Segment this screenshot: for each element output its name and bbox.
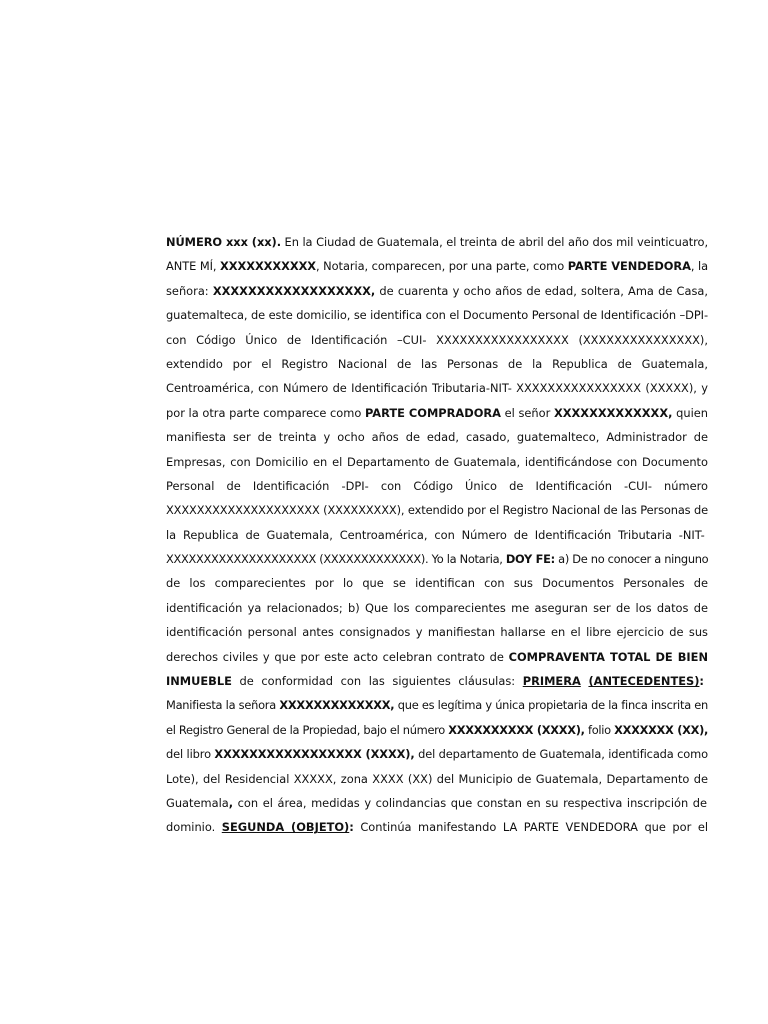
text-line [166,230,708,254]
text-line [166,767,708,791]
text-segment: XXXXXXXXXXXXXXXXXXXX (XXXXXXXXX), extendido por el Registro Nacional de las Personas de [166,503,708,518]
text-segment: manifiesta ser de treinta y ocho años de edad, casado, guatemalteco, Administrador de [166,430,708,445]
text-segment: que es legítima y única propietaria de la finca inscrita en [394,698,708,713]
text-segment: XXXXXXXXXXXXXXXXXXXX (XXXXXXXXXXXXX). Yo la Notaria, [166,552,506,567]
text-line [166,693,708,717]
text-segment: de los comparecientes por lo que se identifican con sus Documentos Personales de [166,576,708,591]
text-line [166,669,708,693]
bold-text: SEGUNDA (OBJETO) [221,820,350,835]
text-segment: de conformidad con las siguientes cláusulas: [231,674,523,689]
text-segment: el Registro General de la Propiedad, bajo el número [166,722,449,737]
text-segment: Centroamérica, con Número de Identificación Tributaria-NIT- XXXXXXXXXXXXXXXX (XXXXX), y [166,381,708,396]
bold-text: : [349,820,354,835]
bold-text: PARTE VENDEDORA [567,259,691,274]
text-line [166,571,708,595]
bold-text: INMUEBLE [166,674,232,689]
bold-text: (ANTECEDENTES) [588,674,700,689]
text-line [166,474,708,498]
bold-text: COMPRAVENTA TOTAL DE BIEN [508,649,708,664]
text-line [166,425,708,449]
text-segment: En la Ciudad de Guatemala, el treinta de abril del año dos mil veinticuatro, [280,235,708,249]
text-line [166,547,708,571]
text-segment: dominio. [166,820,222,835]
text-segment: quien [672,405,708,420]
text-line [166,254,708,278]
bold-text: XXXXXXXXXXXXX, [279,698,395,713]
text-line [166,328,708,352]
bold-text: NÚMERO xxx (xx). [166,235,281,249]
bold-text: DOY FE: [505,552,555,567]
text-segment: Lote), del Residencial XXXXX, zona XXXX (XX) del Municipio de Guatemala, Departamento de [166,771,708,786]
bold-text: PRIMERA [522,674,581,689]
text-segment: Guatemala [166,795,229,810]
text-segment: del libro [166,747,215,762]
bold-text: , [228,795,234,810]
text-segment: , la [690,259,708,274]
text-line [166,815,708,839]
text-line [166,523,708,547]
text-segment: ANTE MÍ, [166,259,221,274]
text-line [166,742,708,766]
text-segment: señora: [166,283,213,298]
bold-text: XXXXXXX (XX), [614,722,708,737]
bold-text: XXXXXXXXXXX [220,259,317,274]
text-segment: la Republica de Guatemala, Centroamérica, con Número de Identificación Tributaria -NIT- [166,527,705,542]
text-line [166,596,708,620]
text-segment: Continúa manifestando LA PARTE VENDEDORA que por el [353,820,708,835]
bold-text: XXXXXXXXXX (XXXX), [448,722,585,737]
text-line [166,279,708,303]
bold-text: XXXXXXXXXXXXX, [553,405,673,420]
text-segment: Personal de Identificación -DPI- con Código Único de Identificación -CUI- número [166,478,708,493]
text-segment: del departamento de Guatemala, identificada como [414,747,708,762]
text-line [166,718,708,742]
deed-body-text [166,230,708,840]
text-line [166,303,708,327]
text-line [166,450,708,474]
text-segment: a) De no conocer a ninguno [554,552,708,567]
text-segment: de cuarenta y ocho años de edad, soltera, Ama de Casa, [375,283,708,298]
text-segment: Empresas, con Domicilio en el Departamento de Guatemala, identificándose con Documento [166,454,708,469]
text-segment: el señor [500,405,554,420]
text-segment: derechos civiles y que por este acto celebran contrato de [166,649,509,664]
bold-text: XXXXXXXXXXXXXXXXX (XXXX), [214,747,415,762]
text-line [166,376,708,400]
text-line [166,645,708,669]
text-segment: con Código Único de Identificación –CUI- XXXXXXXXXXXXXXXXX (XXXXXXXXXXXXXXX), [166,332,708,347]
text-segment: por la otra parte comparece como [166,405,365,420]
bold-text: PARTE COMPRADORA [365,405,501,420]
text-segment: extendido por el Registro Nacional de las Personas de la Republica de Guatemala, [166,356,708,371]
text-segment: identificación ya relacionados; b) Que los comparecientes me aseguran ser de los datos de [166,600,708,615]
text-segment: , Notaria, comparecen, por una parte, como [316,259,568,274]
text-line [166,352,708,376]
text-segment: folio [584,722,615,737]
text-segment: con el área, medidas y colindancias que constan en su respectiva inscripción de [233,795,708,810]
text-line [166,401,708,425]
text-segment: identificación personal antes consignados y manifiestan hallarse en el libre ejercicio de sus [166,625,708,640]
text-segment: guatemalteca, de este domicilio, se identifica con el Documento Personal de Identificación –DPI- [166,308,708,323]
text-segment: Manifiesta la señora [166,698,280,713]
bold-text: : [699,674,704,689]
text-line [166,791,708,815]
bold-text: XXXXXXXXXXXXXXXXXX, [212,283,376,298]
text-line [166,620,708,644]
text-line [166,498,708,522]
